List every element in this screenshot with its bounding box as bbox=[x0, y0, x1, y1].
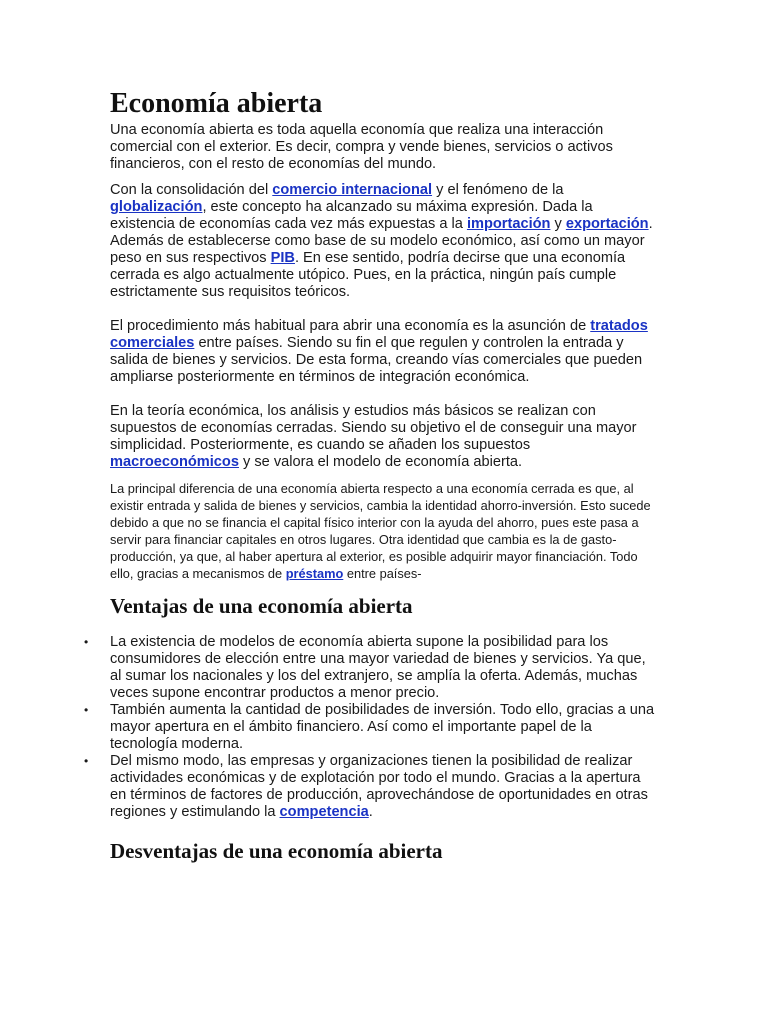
advantages-list bbox=[84, 634, 660, 821]
intro-paragraph: Una economía abierta es toda aquella economía que realiza una interacción comercial con el exterior. Es decir, compra y vende bienes, servicios o activos financieros, con el resto de economías del mundo. bbox=[110, 122, 613, 172]
difference-paragraph bbox=[110, 480, 660, 582]
text-span: . En ese sentido, podría decirse que una economía cerrada es algo actualmente utópico. Pues, en la práctica, ningún país cumple estrictamente sus requisitos teóricos. bbox=[110, 250, 626, 300]
link-tratados-comerciales[interactable]: tratados comerciales bbox=[110, 318, 648, 351]
text-span: En la teoría económica, los análisis y estudios más básicos se realizan con supuestos de economías cerradas. Siendo su objetivo el de conseguir una mayor simplicidad. Posteriormente, es cuando se añaden los supuestos bbox=[110, 403, 637, 453]
link-comercio-internacional[interactable]: comercio internacional bbox=[272, 182, 433, 198]
link-prestamo[interactable]: préstamo bbox=[285, 566, 344, 581]
article-content bbox=[84, 86, 660, 865]
list-item-text: La existencia de modelos de economía abierta supone la posibilidad para los consumidores de elección entre una mayor variedad de bienes y servicios. Ya que, al sumar los nacionales y los del extranjero, se amplía la oferta. Además, muchas veces supone encontrar productos a menor precio. bbox=[110, 634, 646, 701]
link-macroeconomicos[interactable]: macroeconómicos bbox=[110, 454, 239, 470]
text-span: entre países. Siendo su fin el que regulen y controlen la entrada y salida de bienes y servicios. De esta forma, creando vías comerciales que pueden ampliarse posteriormente en términos de integración económica. bbox=[110, 335, 643, 385]
text-span: . Además de establecerse como base de su modelo económico, así como un mayor peso en sus respectivos bbox=[110, 216, 653, 266]
text-span: Con la consolidación del bbox=[110, 182, 273, 198]
trade-treaties-paragraph bbox=[110, 318, 660, 386]
list-item-text: . bbox=[368, 804, 373, 820]
link-pib[interactable]: PIB bbox=[270, 250, 295, 266]
text-span: , este concepto ha alcanzado su máxima expresión. Dada la existencia de economías cada vez más expuestas a la bbox=[110, 199, 593, 232]
text-span: y el fenómeno de la bbox=[432, 182, 564, 198]
link-competencia[interactable]: competencia bbox=[279, 804, 369, 820]
link-exportacion[interactable]: exportación bbox=[565, 216, 649, 232]
bullet-icon: • bbox=[84, 635, 89, 649]
text-span: El procedimiento más habitual para abrir una economía es la asunción de bbox=[110, 318, 591, 334]
bullet-icon: • bbox=[84, 703, 89, 717]
list-item bbox=[84, 702, 660, 753]
list-item bbox=[84, 753, 660, 821]
list-item-text: También aumenta la cantidad de posibilidades de inversión. Todo ello, gracias a una mayor apertura en el ámbito financiero. Así como el importante papel de la tecnología moderna. bbox=[110, 702, 655, 752]
list-item bbox=[84, 634, 660, 702]
section-heading-ventajas: Ventajas de una economía abierta bbox=[110, 594, 413, 618]
text-span: y bbox=[550, 216, 566, 232]
page-title: Economía abierta bbox=[110, 88, 323, 119]
text-span: La principal diferencia de una economía abierta respecto a una economía cerrada es que, al existir entrada y salida de bienes y servicios, cambia la identidad ahorro-inversión. Esto sucede debido a que no se financia el capital físico interior con la ayuda del ahorro, pues este pasa a servir para financiar capitales en otros lugares. Otra identidad que cambia es la de gasto-producción, ya que, al haber apertura al exterior, es posible adquirir mayor financiación. Todo ello, gracias a mecanismos de bbox=[110, 481, 651, 581]
link-globalizacion[interactable]: globalización bbox=[110, 199, 203, 215]
theory-paragraph bbox=[110, 403, 660, 471]
globalization-paragraph bbox=[110, 182, 660, 301]
bullet-icon: • bbox=[84, 754, 89, 768]
link-importacion[interactable]: importación bbox=[466, 216, 551, 232]
list-item-text: Del mismo modo, las empresas y organizaciones tienen la posibilidad de realizar actividades económicas y de explotación por todo el mundo. Gracias a la apertura en términos de factores de producción, aprovechándose de oportunidades en otras regiones y estimulando la bbox=[110, 753, 648, 820]
text-span: y se valora el modelo de economía abierta. bbox=[238, 454, 523, 470]
text-span: entre países- bbox=[343, 566, 422, 581]
section-heading-desventajas: Desventajas de una economía abierta bbox=[110, 839, 443, 863]
